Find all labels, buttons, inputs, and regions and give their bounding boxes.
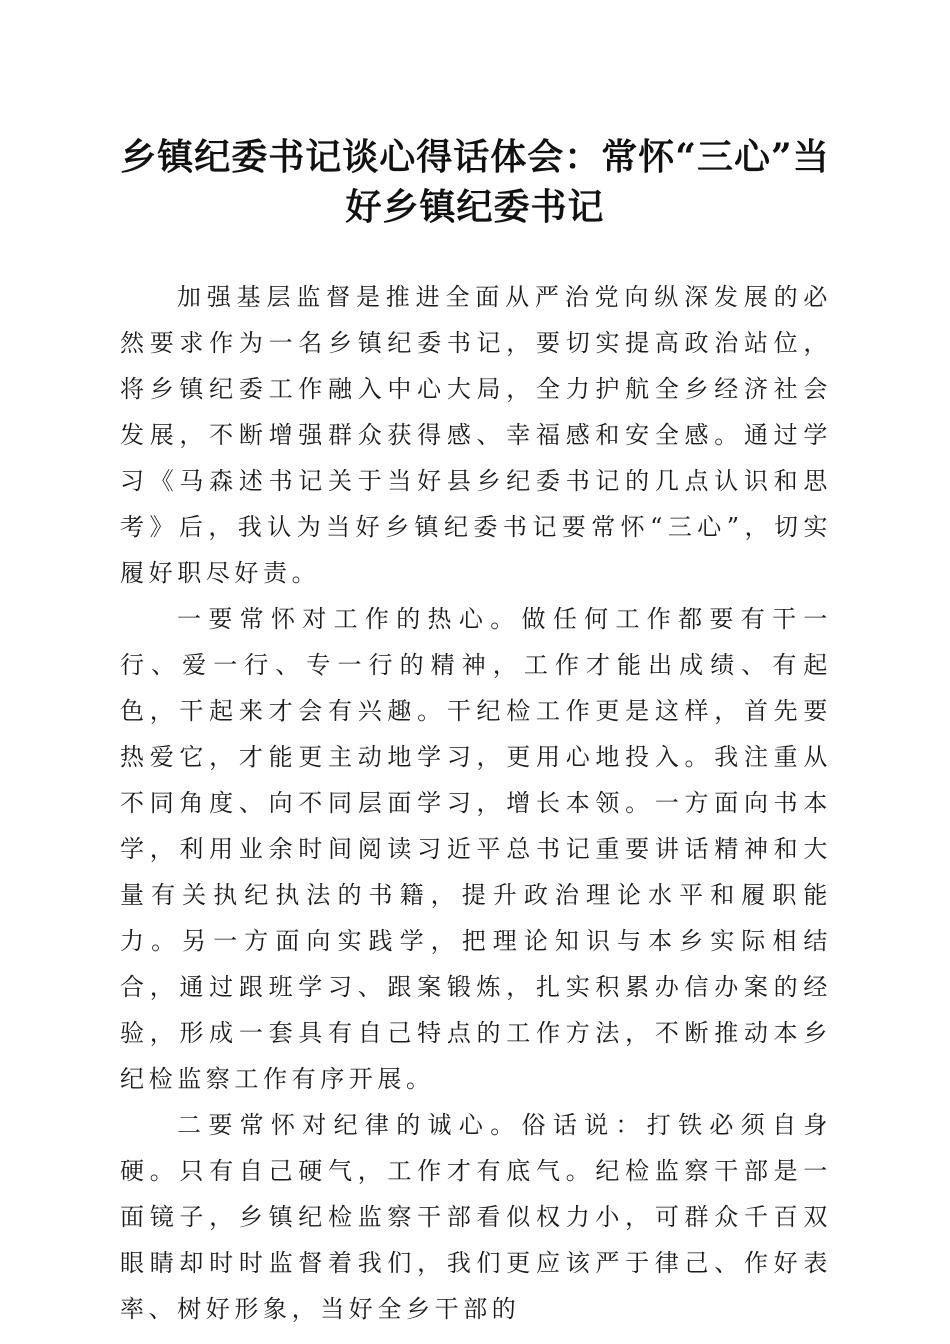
paragraph-intro: 加强基层监督是推进全面从严治党向纵深发展的必然要求作为一名乡镇纪委书记，要切实提高政治站位，将乡镇纪委工作融入中心大局，全力护航全乡经济社会发展，不断增强群众获得感、幸福感和安全感。通过学习《马森述书记关于当好县乡纪委书记的几点认识和思考》后，我认为当好乡镇纪委书记要常怀“三心”，切实履好职尽好责。 <box>120 283 832 587</box>
paragraph-discipline-sincerity: 二要常怀对纪律的诚心。俗话说：打铁必须自身硬。只有自己硬气，工作才有底气。纪检监察干部是一面镜子，乡镇纪检监察干部看似权力小，可群众千百双眼睛却时时监督着我们，我们更应该严于律己、作好表率、树好形象，当好全乡干部的 <box>120 1111 832 1323</box>
paragraph-work-passion: 一要常怀对工作的热心。做任何工作都要有干一行、爱一行、专一行的精神，工作才能出成绩、有起色，干起来才会有兴趣。干纪检工作更是这样，首先要热爱它，才能更主动地学习，更用心地投入。我注重从不同角度、向不同层面学习，增长本领。一方面向书本学，利用业余时间阅读习近平总书记重要讲话精神和大量有关执纪执法的书籍，提升政治理论水平和履职能力。另一方面向实践学，把理论知识与本乡实际相结合，通过跟班学习、跟案锻炼，扎实积累办信办案的经验，形成一套具有自己特点的工作方法，不断推动本乡纪检监察工作有序开展。 <box>120 605 832 1093</box>
document-body <box>120 274 832 1332</box>
document-title: 乡镇纪委书记谈心得话体会：常怀“三心”当好乡镇纪委书记 <box>120 136 830 228</box>
